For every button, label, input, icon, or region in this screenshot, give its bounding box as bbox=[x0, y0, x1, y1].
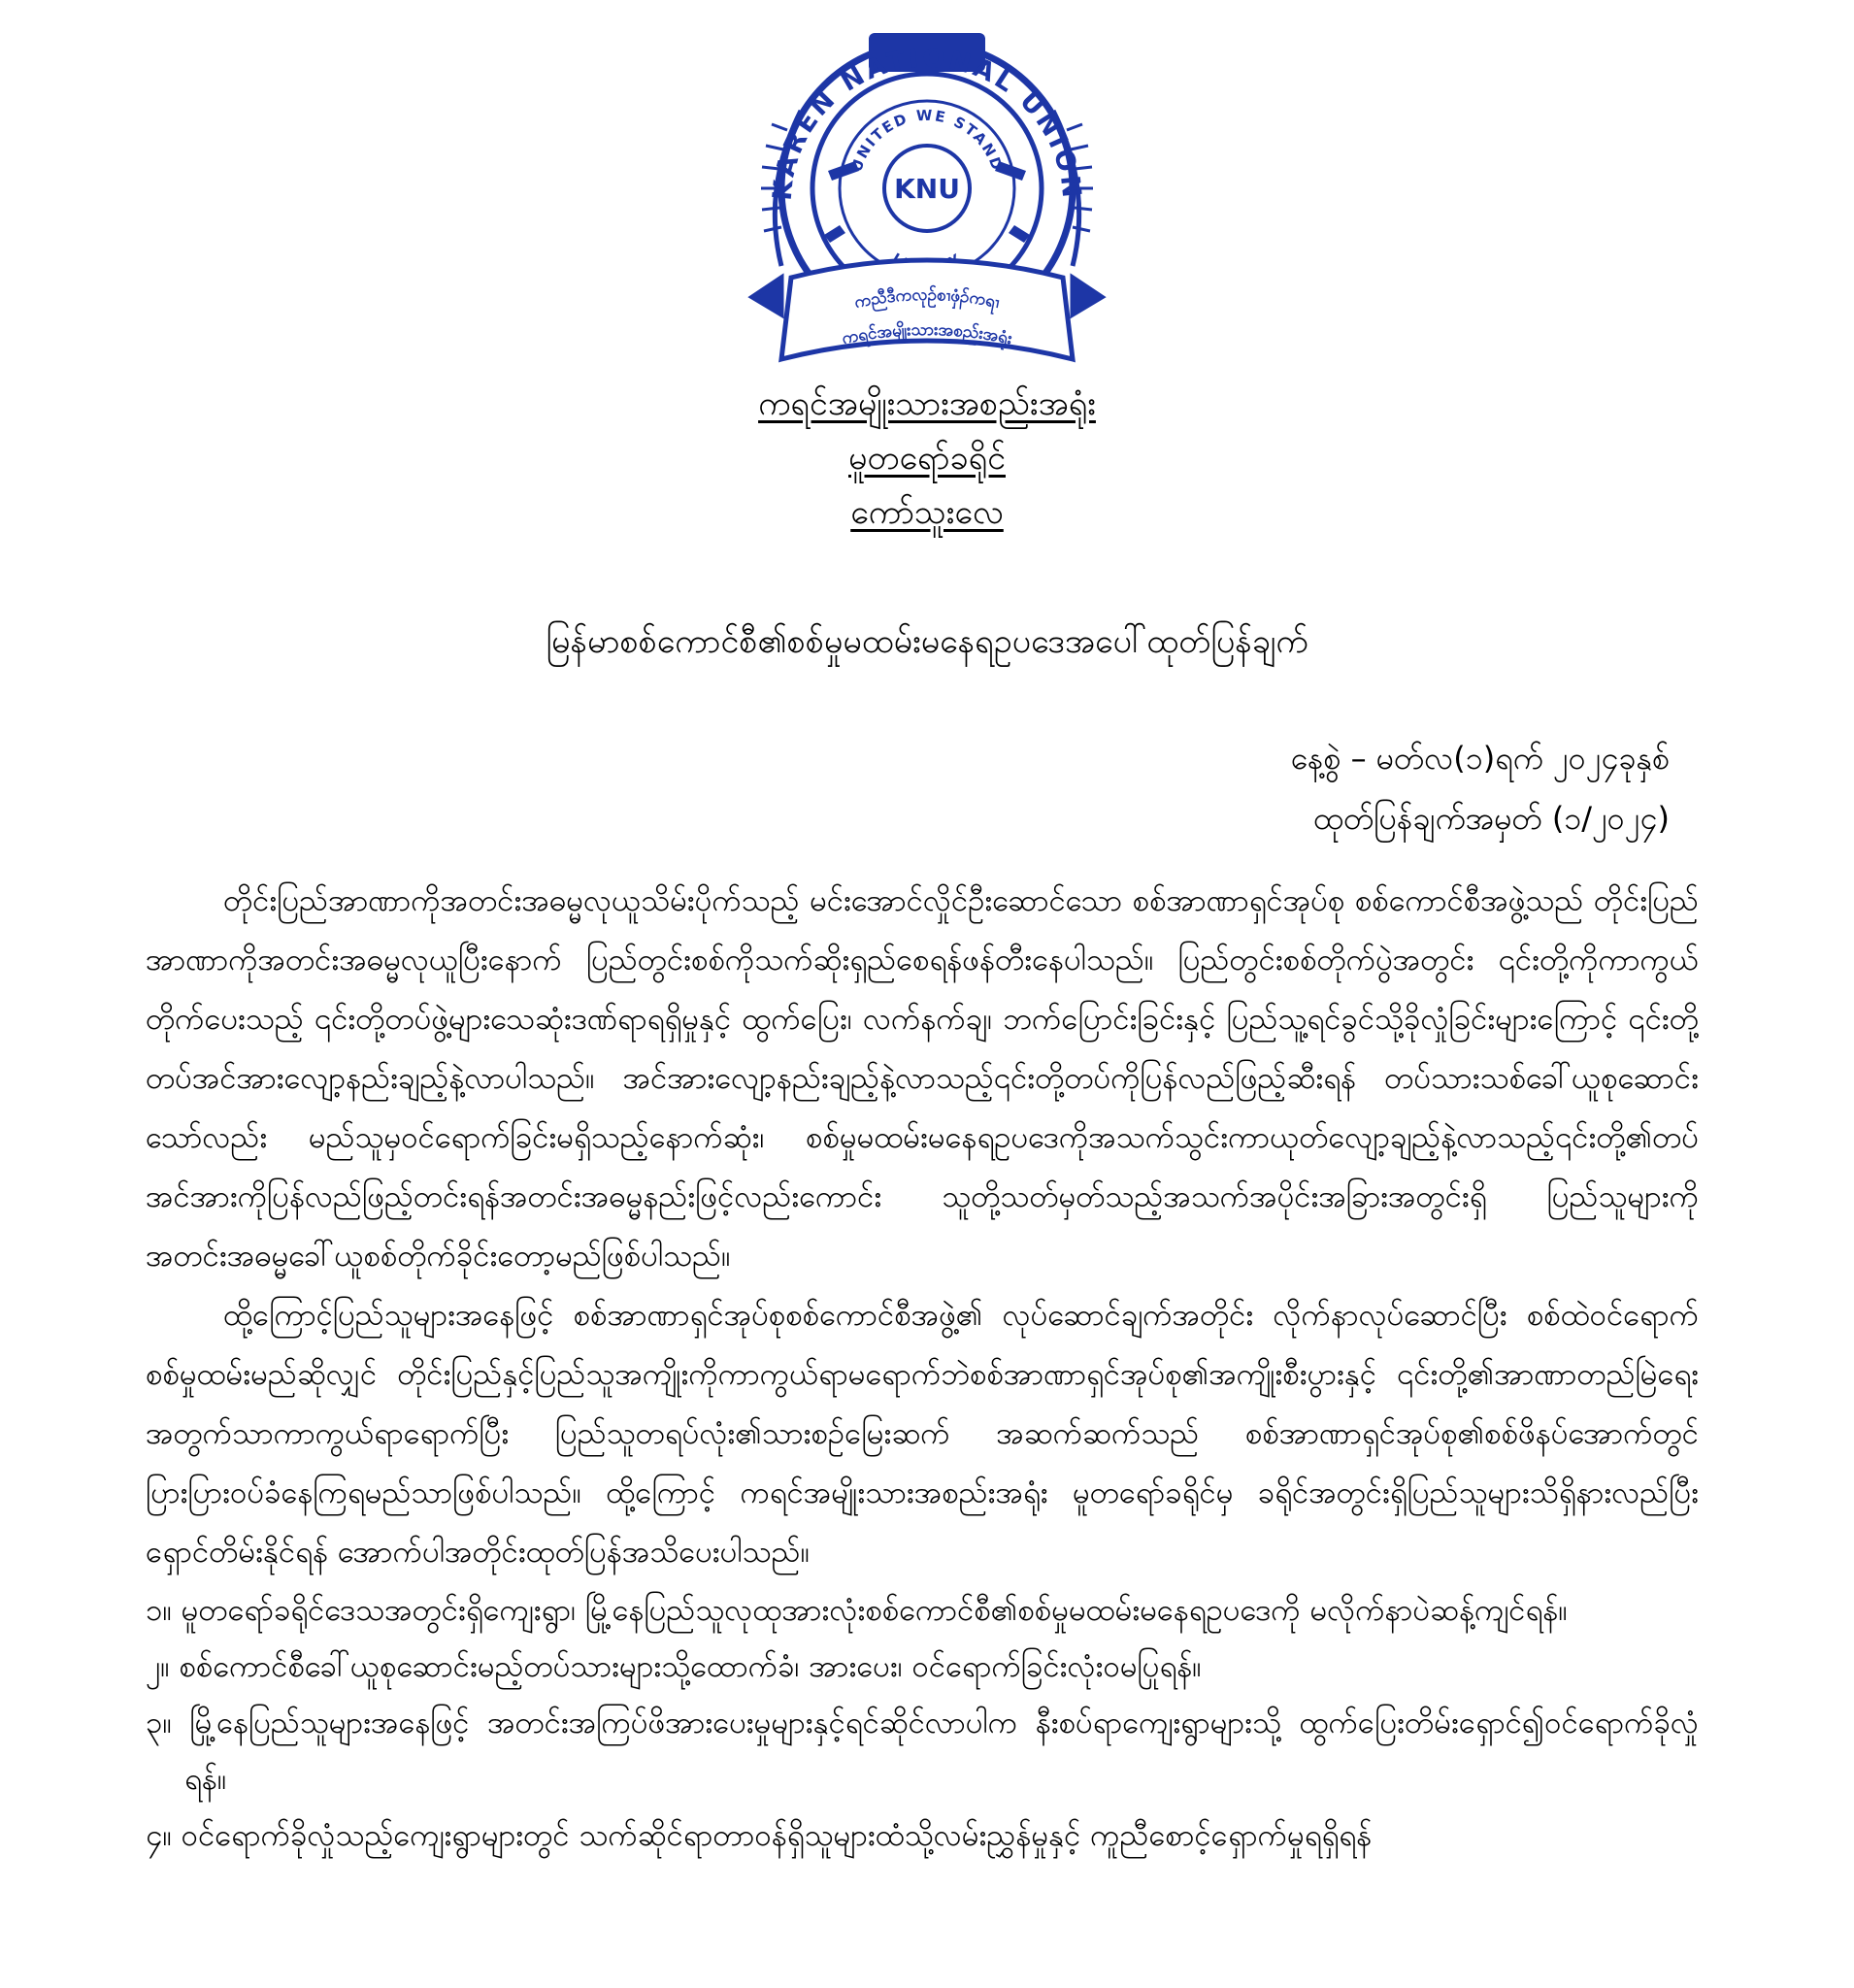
svg-text:UNITED WE STAND bbox=[847, 107, 1006, 174]
directive-item: ၄။ ဝင်ရောက်ခိုလှုံသည့်ကျေးရွာများတွင် သက်ဆိုင်ရာတာဝန်ရှိသူများထံသို့လမ်းညွှန်မှုနှင့် ကူညီစောင့်ရှောက်မှုရရှိရန် bbox=[146, 1818, 1373, 1853]
body-paragraph: ထို့ကြောင့်ပြည်သူများအနေဖြင့် စစ်အာဏာရှင်အုပ်စုစစ်ကောင်စီအဖွဲ့၏ လုပ်ဆောင်ချက်အတိုင်း လိုက်နာလုပ်ဆောင်ပြီး စစ်ထဲဝင်ရောက်စစ်မှုထမ်းမည်ဆိုလျှင် တိုင်းပြည်နှင့်ပြည်သူအကျိုးကိုကာကွယ်ရာမရောက်ဘဲစစ်အာဏာရှင်အုပ်စု၏အကျိုးစီးပွားနှင့် ၎င်းတို့၏အာဏာတည်မြဲရေးအတွက်သာကာကွယ်ရာရောက်ပြီး ပြည်သူတရပ်လုံး၏သားစဉ်မြေးဆက် အဆက်ဆက်သည် စစ်အာဏာရှင်အုပ်စု၏စစ်ဖိနပ်အောက်တွင်ပြားပြားဝပ်ခံနေကြရမည်သာဖြစ်ပါသည်။ ထို့ကြောင့် ကရင်အမျိုးသားအစည်းအရုံး မူတရော်ခရိုင်မှ ခရိုင်အတွင်းရှိပြည်သူများသိရှိနားလည်ပြီး ရှောင်တိမ်းနိုင်ရန် အောက်ပါအတိုင်းထုတ်ပြန်အသိပေးပါသည်။ bbox=[146, 1298, 1699, 1570]
document-title: မြန်မာစစ်ကောင်စီ၏စစ်မှုမထမ်းမနေရဥပဒေအပေါ်ထုတ်ပြန်ချက် bbox=[546, 622, 1308, 661]
emblem-scroll-line1: ကညီဒီကလုဉ်စၢဖှံၣ်ကရၢ bbox=[852, 284, 1002, 313]
emblem-inner-text: UNITED WE STAND bbox=[847, 106, 1007, 175]
body-paragraph: တိုင်းပြည်အာဏာကိုအတင်းအဓမ္မလုယူသိမ်းပိုက်သည့် မင်းအောင်လှိုင်ဦးဆောင်သော စစ်အာဏာရှင်အုပ်စု စစ်ကောင်စီအဖွဲ့သည် တိုင်းပြည်အာဏာကိုအတင်းအဓမ္မလုယူပြီးနောက် ပြည်တွင်းစစ်ကိုသက်ဆိုးရှည်စေရန်ဖန်တီးနေပါသည်။ ပြည်တွင်းစစ်တိုက်ပွဲအတွင်း ၎င်းတို့ကိုကာကွယ်တိုက်ပေးသည့် ၎င်းတို့တပ်ဖွဲ့များသေဆုံးဒဏ်ရာရရှိမှုနှင့် ထွက်ပြေး၊ လက်နက်ချ၊ ဘက်ပြောင်းခြင်းနှင့် ပြည်သူ့ရင်ခွင်သို့ခိုလှုံခြင်းများကြောင့် ၎င်းတို့တပ်အင်အားလျော့နည်းချည့်နဲ့လာပါသည်။ အင်အားလျော့နည်းချည့်နဲ့လာသည့်၎င်းတို့တပ်ကိုပြန်လည်ဖြည့်ဆီးရန် တပ်သားသစ်ခေါ်ယူစုဆောင်းသော်လည်း မည်သူမှဝင်ရောက်ခြင်းမရှိသည့်နောက်ဆုံး၊ စစ်မှုမထမ်းမနေရဥပဒေကိုအသက်သွင်းကာယုတ်လျော့ချည့်နဲ့လာသည့်၎င်းတို့၏တပ်အင်အားကိုပြန်လည်ဖြည့်တင်းရန်အတင်းအဓမ္မနည်းဖြင့်လည်းကောင်း သူတို့သတ်မှတ်သည့်အသက်အပိုင်းအခြားအတွင်းရှိ ပြည်သူများကိုအတင်းအဓမ္မခေါ်ယူစစ်တိုက်ခိုင်းတော့မည်ဖြစ်ပါသည်။ bbox=[146, 883, 1699, 1274]
directive-list bbox=[146, 1582, 1699, 1864]
document-date: နေ့စွဲ – မတ်လ(၁)ရက် ၂၀၂၄ခုနှစ် bbox=[1290, 740, 1670, 777]
township-name: ကော်သူးလေ bbox=[850, 493, 1004, 532]
org-name: ကရင်အမျိုးသားအစည်းအရုံး bbox=[758, 384, 1096, 423]
emblem-center-text: KNU bbox=[894, 173, 960, 205]
emblem-ring-text: KAREN NATIONAL UNION bbox=[767, 43, 1087, 203]
organization-header bbox=[0, 377, 1854, 540]
directive-item: ၃။ မြို့နေပြည်သူများအနေဖြင့် အတင်းအကြပ်ဖိအားပေးမှုများနှင့်ရင်ဆိုင်လာပါက နီးစပ်ရာကျေးရွာများသို့ ထွက်ပြေးတိမ်းရှောင်၍ဝင်ရောက်ခိုလှုံရန်။ bbox=[146, 1706, 1699, 1797]
directive-item: ၂။ စစ်ကောင်စီခေါ်ယူစုဆောင်းမည့်တပ်သားများသို့ထောက်ခံ၊ အားပေး၊ ဝင်ရောက်ခြင်းလုံးဝမပြုရန်။ bbox=[146, 1649, 1202, 1684]
emblem-scroll-line2: ကရင်အမျိုးသားအစည်းအရုံး bbox=[840, 319, 1014, 349]
document-number: ထုတ်ပြန်ချက်အမှတ် (၁/၂၀၂၄) bbox=[1313, 800, 1670, 837]
district-name: မူတရော်ခရိုင် bbox=[848, 439, 1006, 478]
knu-emblem bbox=[723, 23, 1131, 371]
directive-item: ၁။ မူတရော်ခရိုင်ဒေသအတွင်းရှိကျေးရွာ၊ မြို့နေပြည်သူလုထုအားလုံးစစ်ကောင်စီ၏စစ်မှုမထမ်းမနေရဥပဒေကို မလိုက်နာပဲဆန့်ကျင်ရန်။ bbox=[146, 1593, 1568, 1628]
document-body bbox=[146, 872, 1699, 1864]
document-meta bbox=[1290, 728, 1670, 848]
